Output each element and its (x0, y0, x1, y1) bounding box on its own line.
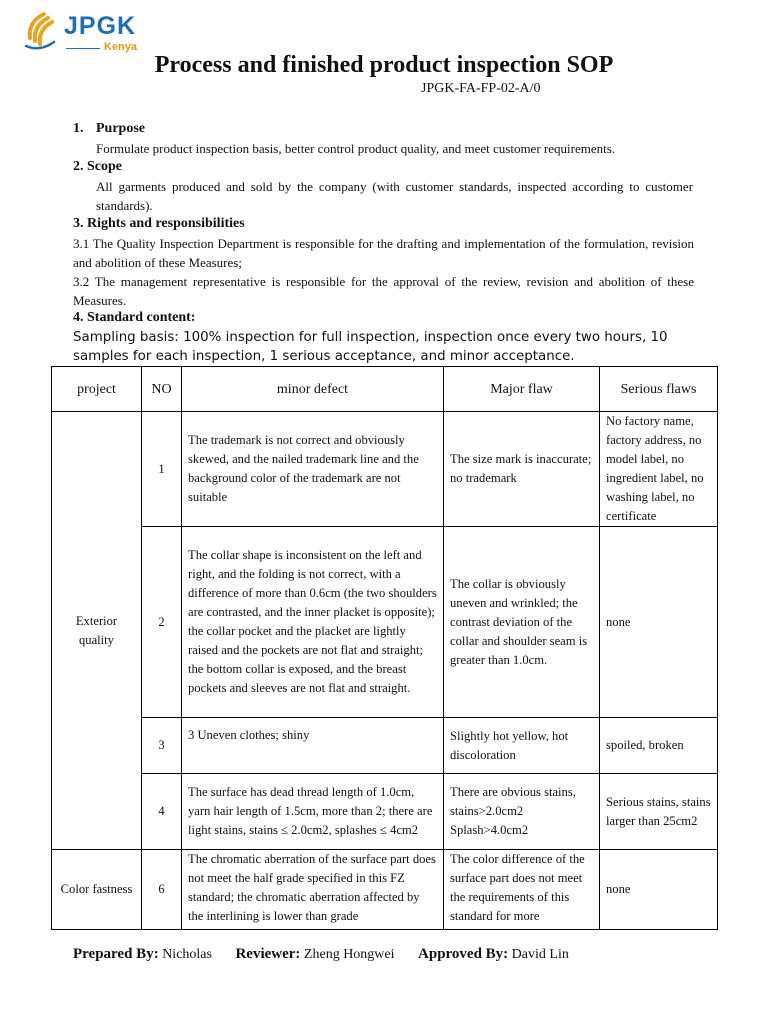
table-row (52, 527, 718, 718)
serious-flaw-cell: Serious stains, stains larger than 25cm2 (600, 774, 718, 850)
scope-text: All garments produced and sold by the company (with customer standards, inspected according to customer standards). (96, 179, 693, 213)
logo-brand: JPGK (64, 12, 137, 40)
rights-paragraph-1: 3.1 The Quality Inspection Department is responsible for the drafting and implementation of the formulation, revision and abolition of these Measures; (73, 236, 694, 270)
minor-defect-cell: The collar shape is inconsistent on the left and right, and the folding is not correct, with a difference of more than 0.6cm (the two shoulders are contrasted, and the inner placket is opposite); the collar pocket and the placket are lightly raised and the pockets are not flat and straight; the bottom collar is exposed, and the breast pockets and sleeves are not flat and straight. (182, 527, 444, 718)
prepared-by-label: Prepared By: (73, 946, 159, 962)
row-number: 6 (142, 850, 182, 930)
header-minor-defect: minor defect (182, 367, 444, 412)
prepared-by (73, 946, 212, 963)
signature-footer (73, 946, 589, 963)
prepared-by-name: Nicholas (162, 947, 212, 962)
header-project: project (52, 367, 142, 412)
group-exterior-quality: Exterior quality (52, 412, 142, 850)
group-color-fastness: Color fastness (52, 850, 142, 930)
major-flaw-cell (444, 412, 600, 527)
table-row (52, 718, 718, 774)
approved-by (418, 946, 569, 963)
minor-defect-cell: 3 Uneven clothes; shiny (182, 718, 444, 774)
section-title: Purpose (96, 121, 145, 136)
major-flaw-cell: The collar is obviously uneven and wrinkled; the contrast deviation of the collar and shoulder seam is greater than 1.0cm. (444, 527, 600, 718)
header-major-flaw: Major flaw (444, 367, 600, 412)
reviewer-name: Zheng Hongwei (303, 947, 395, 962)
section-rights-heading: 3. Rights and responsibilities (73, 216, 245, 231)
logo-divider (66, 48, 100, 49)
table-header-row (52, 367, 718, 412)
section-standard-heading: 4. Standard content: (73, 310, 196, 325)
serious-flaw-cell: none (600, 527, 718, 718)
major-flaw-line: no trademark (450, 471, 517, 485)
header-no: NO (142, 367, 182, 412)
page-title: Process and finished product inspection SOP (154, 52, 614, 78)
section-purpose-heading (73, 121, 145, 137)
company-logo (24, 8, 154, 54)
table-row (52, 850, 718, 930)
reviewer-label: Reviewer: (235, 946, 301, 962)
header-serious-flaws: Serious flaws (600, 367, 718, 412)
row-number: 3 (142, 718, 182, 774)
major-flaw-text: The color difference of the surface part does not meet the requirements of this standard for more (450, 852, 585, 923)
purpose-text: Formulate product inspection basis, better control product quality, and meet customer requirements. (96, 141, 616, 156)
minor-defect-cell: The surface has dead thread length of 1.0cm, yarn hair length of 1.5cm, more than 2; there are light stains, stains ≤ 2.0cm2, splashes ≤ 4cm2 (182, 774, 444, 850)
major-flaw-cell (444, 774, 600, 850)
minor-defect-cell: The trademark is not correct and obviously skewed, and the nailed trademark line and the background color of the trademark are not suitable (182, 412, 444, 527)
row-number: 4 (142, 774, 182, 850)
logo-sub: Kenya (104, 41, 138, 53)
major-flaw-line: Splash>4.0cm2 (450, 823, 529, 837)
minor-defect-text: The chromatic aberration of the surface part does not meet the half grade specified in this FZ standard; the chromatic aberration affected by the interlining is lower than grade (188, 852, 436, 923)
serious-flaw-cell: none (600, 850, 718, 930)
logo-swoosh-icon (24, 8, 60, 54)
minor-defect-cell (182, 850, 444, 930)
major-flaw-cell: Slightly hot yellow, hot discoloration (444, 718, 600, 774)
approved-by-name: David Lin (511, 947, 569, 962)
approved-by-label: Approved By: (418, 946, 509, 962)
section-number: 1. (73, 121, 84, 136)
reviewer (235, 946, 394, 963)
sampling-basis-text: Sampling basis: 100% inspection for full inspection, inspection once every two hours, 10 samples for each inspection, 1 serious acceptance, and minor acceptance. (73, 330, 668, 364)
table-row (52, 774, 718, 850)
serious-flaw-cell: No factory name, factory address, no model label, no ingredient label, no washing label, no certificate (600, 412, 718, 527)
serious-flaw-cell: spoiled, broken (600, 718, 718, 774)
document-code: JPGK-FA-FP-02-A/0 (421, 81, 541, 96)
major-flaw-line: There are obvious stains, stains>2.0cm2 (450, 785, 576, 818)
inspection-table (51, 366, 718, 930)
row-number: 2 (142, 527, 182, 718)
rights-paragraph-2: 3.2 The management representative is responsible for the approval of the review, revision and abolition of these Measures. (73, 274, 694, 308)
major-flaw-cell (444, 850, 600, 930)
table-row (52, 412, 718, 527)
row-number: 1 (142, 412, 182, 527)
section-scope-heading: 2. Scope (73, 159, 122, 174)
major-flaw-line: The size mark is inaccurate; (450, 452, 592, 466)
